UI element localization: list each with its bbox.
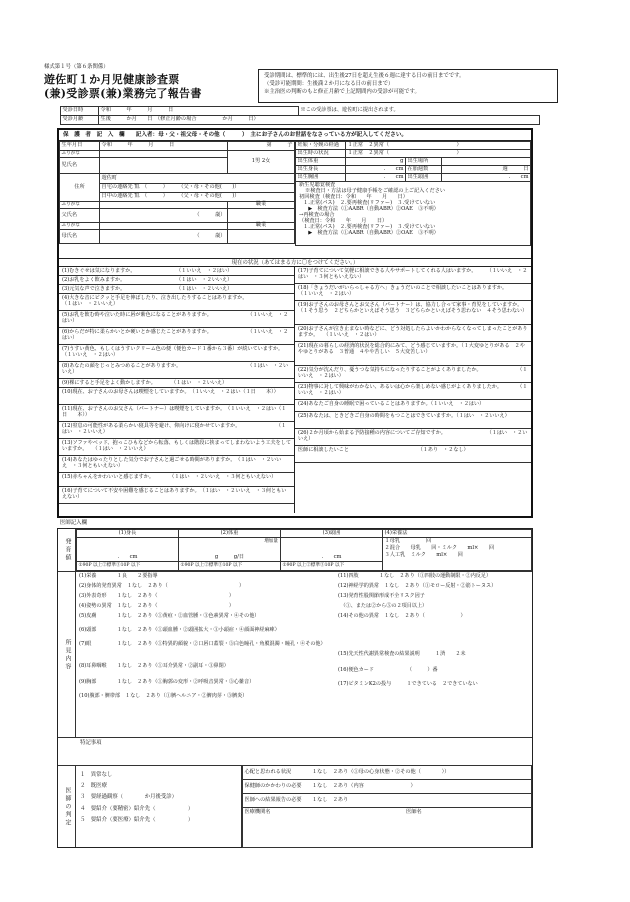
doctor-name-label: 医師名 <box>406 809 422 815</box>
question-item[interactable]: (26)２か月頃から始まる予防接種の内容についてご存知ですか。 （１はい ・２いいえ） <box>295 429 531 446</box>
address-field[interactable]: 遊佐町 <box>100 174 295 184</box>
length-percentile[interactable]: ①90P 以上②標準③10P 以下 <box>77 562 179 571</box>
hearing-line[interactable]: ▶ 検査方法（①AABR（自動ABR）②OAE ③不明） <box>303 229 439 236</box>
finding-item[interactable]: (16)便色カード （ ）番 <box>338 667 438 673</box>
birth-head-label: 出生頭囲 <box>406 174 442 182</box>
exam-info-table <box>60 106 540 125</box>
question-item[interactable]: (4)大きな音にビクッと手足を伸ばしたり、泣き出したりすることはありますか。 （１はい ・２いいえ） <box>59 294 294 311</box>
concerns-field[interactable]: 心配と思われる状況 １なし ２あり（①母の心身状態・②その他（ ）） <box>243 766 532 780</box>
guardian-section <box>57 128 533 518</box>
birth-place-label: 出生場所 <box>406 158 442 166</box>
nutrition-option[interactable]: ２混合 母乳 回・ミルク ml× 回 <box>384 544 494 551</box>
head-percentile[interactable]: ①90P 以上②標準③10P 以下 <box>281 562 383 571</box>
gestation-label: 在胎週数 <box>406 166 442 174</box>
day-contact-field[interactable]: 日中の連絡先 ℡ （ ） （父・母・その他( )） <box>100 193 295 202</box>
father-name-label: 父氏名 <box>60 209 100 223</box>
report-field[interactable]: 医師への結果報告の必要 １なし ２あり <box>243 794 532 808</box>
finding-item[interactable]: (8)耳鼻咽喉 １なし ２あり（①耳介異常・②副耳・③鼻閉） <box>79 663 229 669</box>
note-line: ※主治医の判断のもと修正月齢で上記期間内の受診が可能です。 <box>264 89 420 96</box>
exam-date-label: 受診日時 <box>61 107 99 116</box>
finding-item[interactable]: (15)先天性代謝異常検査の結果説明 １済 ２未 <box>338 651 466 657</box>
hearing-test-box <box>296 182 531 246</box>
finding-item[interactable]: （①、または②から⑤の２項目以上） <box>338 603 428 609</box>
finding-item[interactable]: (13)発育性股関節形成不全リスク因子 <box>338 593 425 599</box>
question-item[interactable]: (23)物事に対して興味がわかない、あるいは心から楽しめない感じがよくありましたか。 （１いいえ ・２はい） <box>295 383 531 400</box>
findings-label-text: 所見内容 <box>63 638 71 671</box>
head-field[interactable]: . cm <box>281 538 383 562</box>
father-job-field[interactable] <box>228 209 295 223</box>
health-nurse-field[interactable]: 保健師のかかわりの必要 １なし ２あり（内容 ） <box>243 780 532 794</box>
finding-item[interactable]: (7)眼 １なし ２あり（①特異的顔貌・②口唇口蓋裂・③白色瞳孔・角膜混濁・瞳孔・④その他） <box>79 641 326 647</box>
finding-item[interactable]: (17)ビタミンK2の投与 １できている ２できていない <box>338 681 478 687</box>
nutrition-option[interactable]: １母乳 回 <box>384 538 432 544</box>
length-field[interactable]: . cm <box>77 538 179 562</box>
question-item[interactable]: (12)窒息の可能性がある柔らかい寝具等を避け、仰向けに寝かせていますか。 （１はい ・２いいえ） <box>59 422 294 439</box>
birth-status-field[interactable]: １正常 ２異常（ ） <box>346 150 531 158</box>
birth-info-table <box>295 141 531 246</box>
mother-name-field[interactable]: （ 歳） <box>100 230 228 244</box>
finding-item[interactable]: (11)四肢 １なし ２あり（①四肢の運動制限・②内反足） <box>338 573 492 579</box>
question-item[interactable]: (2)お乳をよく飲みますか。 （１はい ・２いいえ） <box>59 276 294 285</box>
finding-item[interactable]: (6)頭部 １なし ２あり（①頭血腫・②頭囲拡大・③小頭症・④顔面神経麻痺） <box>79 627 280 633</box>
mother-job-field[interactable] <box>228 230 295 244</box>
doctor-header: 医師記入欄 <box>60 520 87 526</box>
growth-table <box>76 529 532 571</box>
finding-item[interactable]: (12)神経学的異常 １なし ２あり（①モロー反射・②筋トーヌス） <box>338 583 497 589</box>
followup-table <box>242 765 532 848</box>
father-furigana-field[interactable] <box>100 202 228 209</box>
home-contact-field[interactable]: 自宅の連絡先 ℡ （ ） （父・母・その他( )） <box>100 184 295 193</box>
question-item[interactable]: (18)「きょうだいがいらっしゃる方へ」きょうだいのことで相談したいことはありますか。 （１いいえ ・２はい） <box>295 284 531 301</box>
form-number: 様式第１号（第６条関係） <box>44 64 109 70</box>
growth-label <box>58 529 76 571</box>
finding-item[interactable]: (2)身体的発育異常 １なし ２あり（ ） <box>79 583 245 589</box>
question-item[interactable]: (10)現在、お子さんのお母さんは喫煙をしていますか。 （１いいえ ・２はい（１日 本）） <box>59 388 294 405</box>
question-item[interactable]: (6)からだが特に柔らかいとか硬いとか感じたことがありますか。 （１いいえ ・２はい） <box>59 328 294 345</box>
furigana-label: ふりがな <box>60 151 100 158</box>
status-header: 現在の状況（あてはまる方に〇をつけてください。） <box>59 258 531 267</box>
question-item[interactable]: (11)現在、お子さんのお父さん（パートナー）は喫煙をしていますか。 （１いいえ ・２はい（１日 本）） <box>59 405 294 422</box>
exam-age-label: 受診月齢 <box>61 116 99 125</box>
questions-right <box>295 267 531 513</box>
questions-left <box>59 267 295 513</box>
weight-field[interactable] <box>179 538 281 562</box>
period-notes <box>258 69 558 103</box>
question-item[interactable]: (7)うすい黄色、もしくはうすいクリーム色の便（便色カード１番から３番）が続いていますか。 （１いいえ ・２はい） <box>59 345 294 362</box>
finding-item[interactable]: (4)姿勢の異常 １なし ２あり（ ） <box>79 603 234 609</box>
pregnancy-field[interactable]: １正常 ２異常（ ） <box>346 142 531 150</box>
finding-item[interactable]: (14)その他の異常 １なし ２あり（ ） <box>338 613 466 619</box>
mother-furigana-field[interactable] <box>100 223 228 230</box>
pregnancy-label: 妊娠・分娩の経過 <box>296 142 346 150</box>
judgement-option[interactable]: １ 異常なし <box>80 772 113 778</box>
nutrition-option[interactable]: ３人工乳 ミルク ml× 回 <box>384 551 463 558</box>
hearing-line[interactable]: （検査日：令和 年 月 日） <box>299 217 388 224</box>
weight-unit: g g/日 <box>214 554 245 561</box>
question-item[interactable]: (25)あなたは、ときどきご自身の時間をもつことはできていますか。（１はい ・２いいえ） <box>295 412 531 429</box>
question-item[interactable]: (19)お子さんのお母さんとお父さん（パートナー）は、協力し合って家事・育児をしていますか。（１そう思う ２どちらかといえばそう思う ３どちらかといえばそう思わない ４そう思わない） <box>295 301 531 325</box>
finding-item[interactable]: (1)栄養 １良 ２要指導 <box>79 573 158 579</box>
title-line2: (兼)受診票(兼)業務完了報告書 <box>44 87 202 100</box>
finding-item[interactable]: (5)皮膚 １なし ２あり（①黄疸・②血管腫・③色素異常・④その他） <box>79 613 260 619</box>
finding-item[interactable]: (3)外表奇形 １なし ２あり（ ） <box>79 593 234 599</box>
sex-field[interactable]: 1男 2女 <box>228 151 295 174</box>
findings-right <box>338 574 530 696</box>
question-item[interactable]: (20)お子さんが泣き止まない時などに、どう対処したらよいかわからなくなってしまったことがありますか。 （１いいえ ・２はい） <box>295 325 531 342</box>
judgement-option[interactable]: ４ 要紹介（要精密）紹介先（ ） <box>80 805 194 812</box>
birth-weight-label: 出生体重 <box>296 158 346 166</box>
furigana-label: ふりがな <box>60 223 100 230</box>
question-item[interactable]: (16)子育てについて不安や困難を感じることはありますか。 （１はい ・２いいえ ・３何ともいえない） <box>59 487 294 504</box>
hearing-line: ※検査日・方法は母子健康手帳をご確認の上ご記入ください <box>305 187 446 194</box>
question-item[interactable]: (3)元気な声で泣きますか。 （１はい ・２いいえ） <box>59 285 294 294</box>
note-line: 受診期間は、標準的には、出生後27日を超え生後６週に達する日の前日までです。 <box>264 73 465 79</box>
birth-length-label: 出生身長 <box>296 166 346 174</box>
exam-age-field[interactable]: 生後 か月 日 （修正月齢の場合 か月 日） <box>99 116 540 125</box>
question-item[interactable]: (17)子育てについて気軽に相談できる人やサポートしてくれる人はいますか。 （１いいえ ・２はい ・３何ともいえない） <box>295 267 531 284</box>
hearing-line: 新生児聴覚検査 <box>299 182 336 188</box>
title-line1: 遊佐町１か月児健康診査票 <box>44 73 180 86</box>
address-label: 住所 <box>60 174 100 202</box>
dob-field[interactable]: 令和 年 月 日 <box>100 142 228 151</box>
judgement-option[interactable]: ２ 既医療 <box>80 783 107 790</box>
judgement-option[interactable]: ５ 要紹介（要医療）紹介先（ ） <box>80 816 194 823</box>
doctor-section <box>57 528 533 848</box>
finding-item[interactable]: (10)腹部・臍帯部 １なし ２あり（①臍ヘルニア・②臍肉芽・③臍炎） <box>79 693 248 699</box>
birth-order-field[interactable]: 第 子 <box>228 142 295 151</box>
birth-weight-field[interactable]: g <box>346 158 406 166</box>
col-weight: (2)体重 <box>179 530 281 538</box>
question-item[interactable]: (8)あなたの顔をじっとみつめることがありますか。 （１はい ・２いいえ） <box>59 362 294 379</box>
finding-item[interactable]: (9)胸部 １なし ２あり（①胸郭の変形・②呼吸音異常・③心雑音） <box>79 679 255 685</box>
hearing-line[interactable]: １.正常(パス) ２.要再検査(リファー) ３.受けていない <box>303 223 436 230</box>
child-name-label: 児氏名 <box>60 158 100 174</box>
judgement-options <box>76 765 242 847</box>
birth-length-field[interactable]: . cm <box>346 166 406 174</box>
hearing-line[interactable]: 初回検査（検査日：令和 年 月 日） <box>299 193 408 200</box>
birth-place-field[interactable] <box>442 158 531 166</box>
gestation-field[interactable]: 週 日 <box>442 166 531 174</box>
judgement-label <box>58 765 76 847</box>
birth-chest-field[interactable]: . cm <box>346 174 406 182</box>
birth-head-field[interactable]: . cm <box>442 174 531 182</box>
question-item[interactable]: (24)あなたご自身の睡眠で困っていることはありますか。（１いいえ ・２はい） <box>295 400 531 412</box>
birth-chest-label: 出生胸囲 <box>296 174 346 182</box>
findings-box <box>76 571 532 737</box>
special-notes-field[interactable] <box>58 737 532 765</box>
col-length: (1)身長 <box>77 530 179 538</box>
question-item[interactable]: (13)ソファやベッド、抱っこひもなどから転落、もしくは階段に挟まってしまわないよう工夫をしていますか。 （１はい ・２いいえ） <box>59 439 294 456</box>
exam-date-field[interactable]: 令和 年 月 日 <box>99 107 299 116</box>
weight-percentile[interactable]: ①90P 以上②標準③10P 以下 <box>179 562 281 571</box>
findings-left <box>79 574 329 708</box>
mother-name-label: 母氏名 <box>60 230 100 244</box>
weight-gain-label: 増加量 <box>264 539 278 544</box>
question-item[interactable]: (1)むきぐせは気になりますか。 （１いいえ ・２はい） <box>59 267 294 276</box>
mother-job-label: 職業 <box>228 223 295 230</box>
child-info-table <box>59 141 295 244</box>
father-name-field[interactable]: （ 歳） <box>100 209 228 223</box>
nutrition-field[interactable] <box>383 538 532 571</box>
father-job-label: 職業 <box>228 202 295 209</box>
question-item[interactable]: (14)あなたはゆったりとした気分でお子さんと過ごせる時間がありますか。 （１はい ・２いいえ ・３何ともいえない） <box>59 456 294 473</box>
col-nutrition: (4)栄養法 <box>383 530 532 538</box>
hearing-line: →再検査の場合 <box>299 211 335 218</box>
findings-label <box>58 571 76 737</box>
judgement-option[interactable]: ３ 要経過観察（ か月後受診） <box>80 794 178 801</box>
dob-label: 生年月日 <box>60 142 100 151</box>
note-line: （受診可能期間：生後満２か月になる日の前日まで） <box>264 81 394 88</box>
col-head: (3)頭囲 <box>281 530 383 538</box>
question-item[interactable]: (21)現在の暮らしの経済的状況を総合的にみて、どう感じていますか。（１大変ゆとりがある ２ややゆとりがある ３普通 ４やや苦しい ５大変苦しい） <box>295 342 531 366</box>
question-item[interactable]: (22)気分が沈んだり、憂うつな気持ちになったりすることがよくありましたか。 （１いいえ ・２はい） <box>295 366 531 383</box>
question-item[interactable]: 医師に相談したいこと （１あり ・２なし） <box>295 446 531 463</box>
facility-label: 医療機関名 <box>244 809 271 815</box>
signature-row <box>243 808 532 848</box>
question-item[interactable]: (5)お乳を飲む時や泣いた時に唇が紫色になることがありますか。 （１いいえ ・２はい） <box>59 311 294 328</box>
birth-status-label: 出生時の状況 <box>296 150 346 158</box>
question-item[interactable]: (9)裸にすると手足をよく動かしますか。 （１はい ・２いいえ） <box>59 379 294 388</box>
special-notes-label: 特記事項 <box>80 740 102 746</box>
exam-date-note: ※この受診票は、遊佐町に提出されます。 <box>300 106 399 113</box>
judgement-label-text: 医師の判定 <box>63 786 71 827</box>
child-name-field[interactable] <box>100 158 228 174</box>
growth-label-text: 発育値 <box>63 538 71 562</box>
hearing-line[interactable]: ▶ 検査方法（①AABR（自動ABR）②OAE ③不明） <box>303 205 439 212</box>
guardian-header: 保 護 者 記 入 欄 記入者：母・父・祖父母・その他（ ） 主にお子さんのお世話をなさっている方が記入してください。 <box>59 130 531 141</box>
child-furigana-field[interactable] <box>100 151 228 158</box>
hearing-line[interactable]: １.正常(パス) ２.要再検査(リファー) ３.受けていない <box>303 199 436 206</box>
furigana-label: ふりがな <box>60 202 100 209</box>
question-item[interactable]: (15)赤ちゃんをかわいいと感じますか。 （１はい ・２いいえ ・３何ともいえない） <box>59 473 294 487</box>
